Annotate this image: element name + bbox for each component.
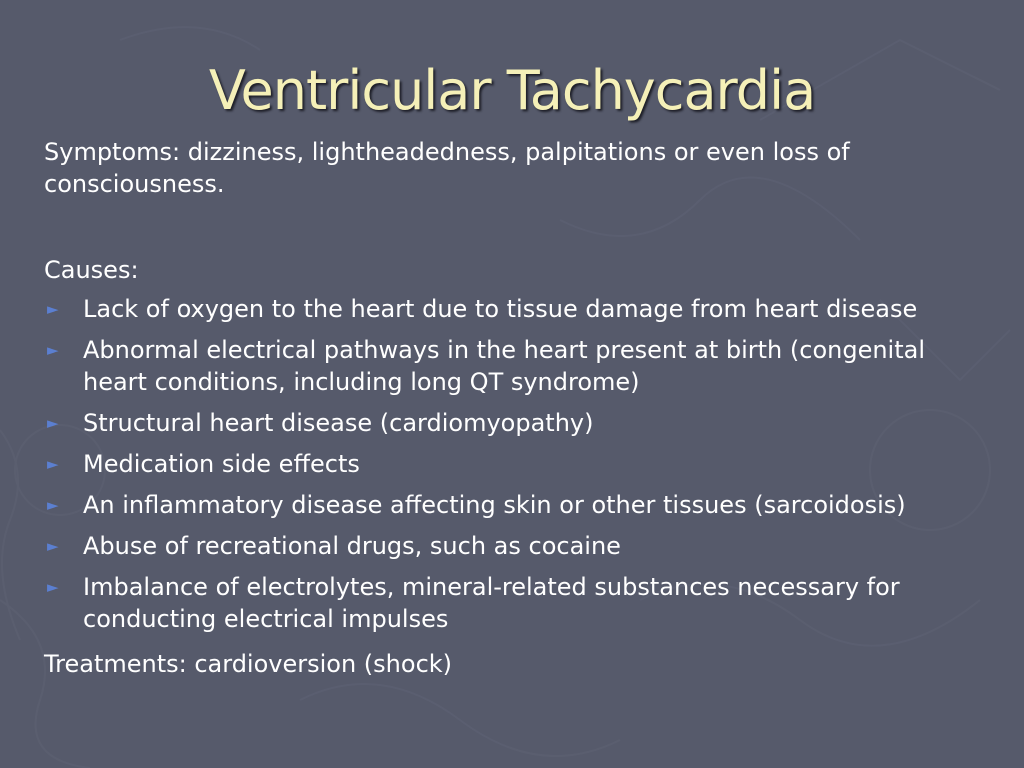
list-item	[44, 489, 984, 521]
list-item	[44, 571, 984, 635]
list-item	[44, 448, 984, 480]
list-item	[44, 530, 984, 562]
symptoms-paragraph: Symptoms: dizziness, lightheadedness, palpitations or even loss of consciousness.	[44, 138, 850, 198]
cause-text: Medication side effects	[83, 450, 360, 478]
cause-text: Abnormal electrical pathways in the heart present at birth (congenital heart conditions, including long QT syndrome)	[83, 336, 926, 396]
cause-text: Lack of oxygen to the heart due to tissue damage from heart disease	[83, 295, 918, 323]
bullet-arrow-icon: ►	[47, 341, 59, 359]
cause-text: Abuse of recreational drugs, such as cocaine	[83, 532, 621, 560]
bullet-arrow-icon: ►	[47, 300, 59, 318]
list-item	[44, 407, 984, 439]
slide-title: Ventricular Tachycardia	[208, 59, 816, 122]
cause-text: An inflammatory disease affecting skin or other tissues (sarcoidosis)	[83, 491, 906, 519]
treatments-paragraph: Treatments: cardioversion (shock)	[44, 650, 453, 678]
bullet-arrow-icon: ►	[47, 496, 59, 514]
bullet-arrow-icon: ►	[47, 537, 59, 555]
cause-text: Structural heart disease (cardiomyopathy)	[83, 409, 594, 437]
causes-label: Causes:	[44, 256, 139, 284]
cause-text: Imbalance of electrolytes, mineral-related substances necessary for conducting electrical impulses	[83, 573, 900, 633]
causes-list	[44, 293, 984, 644]
bullet-arrow-icon: ►	[47, 414, 59, 432]
list-item	[44, 293, 984, 325]
bullet-arrow-icon: ►	[47, 455, 59, 473]
bullet-arrow-icon: ►	[47, 578, 59, 596]
list-item	[44, 334, 984, 398]
